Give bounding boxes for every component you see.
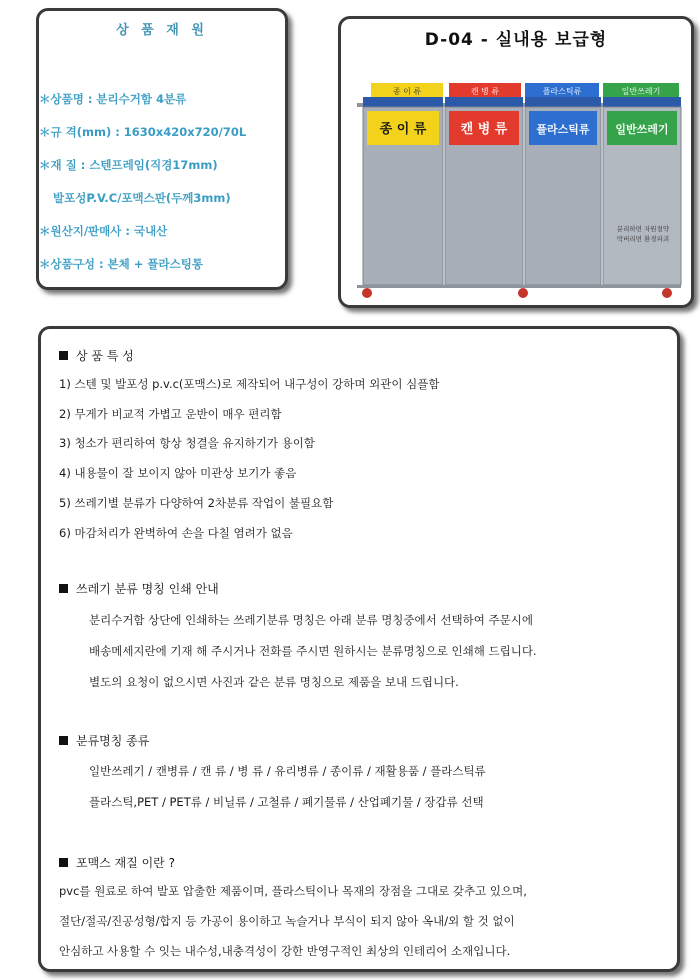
- opening-2: [445, 97, 523, 107]
- recycling-bin-illustration: [349, 55, 685, 303]
- feature-item-2: 2) 무게가 비교적 가볍고 운반이 매우 편리함: [59, 407, 282, 421]
- names-line-2: 플라스틱,PET / PET류 / 비닐류 / 고철류 / 폐기물류 / 산업폐기물 / 장갑류 선택: [89, 795, 484, 809]
- sticker-line-1: 분리하면 자원절약: [616, 225, 670, 233]
- printing-line-2: 배송메세지란에 기재 해 주시거나 전화를 주시면 원하시는 분류명칭으로 인쇄해 드립니다.: [89, 644, 537, 658]
- frame-bottom-rail: [357, 285, 681, 288]
- wheels: [362, 288, 672, 298]
- names-heading: 분류명칭 종류: [76, 734, 150, 748]
- wheel-2: [518, 288, 528, 298]
- formex-heading: 포맥스 재질 이란 ?: [76, 856, 175, 870]
- bullet-square-icon: [59, 858, 68, 867]
- wheel-3: [662, 288, 672, 298]
- opening-3: [525, 97, 601, 107]
- bin-label-cans: 캔 병 류: [460, 122, 508, 137]
- formex-line-2: 절단/절곡/진공성형/합지 등 가공이 용이하고 녹슬거나 부식이 되지 않아 옥내/외 할 것 없이: [59, 914, 515, 928]
- bullet-square-icon: [59, 736, 68, 745]
- features-panel: [38, 326, 680, 972]
- lid-label-general: 일반쓰레기: [621, 87, 661, 96]
- spec-origin: ＊원산지/판매사 : 국내산: [39, 224, 168, 238]
- spec-material-2: 발포성P.V.C/포맥스판(두께3mm): [53, 191, 231, 205]
- printing-heading-row: [59, 580, 219, 597]
- feature-item-3: 3) 청소가 편리하여 항상 청결을 유지하기가 용이함: [59, 436, 315, 450]
- lid-label-plastic: 플라스틱류: [542, 87, 582, 96]
- printing-heading: 쓰레기 분류 명칭 인쇄 안내: [76, 582, 219, 596]
- bin-label-paper: 종 이 류: [379, 122, 427, 137]
- bin-label-plastic: 플라스틱류: [536, 123, 590, 136]
- spec-dimensions: ＊규 격(mm) : 1630x420x720/70L: [39, 125, 247, 139]
- spec-title: 상 품 재 원: [116, 23, 208, 38]
- feature-item-6: 6) 마감처리가 완벽하여 손을 다칠 염려가 없음: [59, 526, 293, 540]
- opening-4: [603, 97, 681, 107]
- lid-label-cans: 캔 병 류: [470, 87, 500, 96]
- features-heading: 상 품 특 성: [76, 349, 134, 363]
- spec-composition: ＊상품구성 : 본체 + 플라스팅통: [39, 257, 203, 271]
- features-heading-row: [59, 347, 134, 364]
- spec-panel: [36, 8, 288, 290]
- bin-label-general: 일반쓰레기: [615, 123, 669, 136]
- opening-1: [363, 97, 443, 107]
- formex-line-3: 안심하고 사용할 수 잇는 내수성,내충격성이 강한 반영구적인 최상의 인테리어 소재입니다.: [59, 944, 511, 958]
- printing-line-1: 분리수거함 상단에 인쇄하는 쓰레기분류 명칭은 아래 분류 명칭중에서 선택하여 주문시에: [89, 613, 533, 627]
- spec-material: ＊재 질 : 스텐프레임(직경17mm): [39, 158, 218, 172]
- bullet-square-icon: [59, 351, 68, 360]
- feature-item-4: 4) 내용물이 잘 보이지 않아 미관상 보기가 좋음: [59, 466, 297, 480]
- formex-line-1: pvc를 원료로 하여 발포 압출한 제품이며, 플라스틱이나 목재의 장점을 그대로 갖추고 있으며,: [59, 884, 527, 898]
- lid-label-paper: 종 이 류: [392, 87, 422, 96]
- feature-item-1: 1) 스텐 및 발포성 p.v.c(포맥스)로 제작되어 내구성이 강하며 외관이 심플함: [59, 377, 440, 391]
- feature-item-5: 5) 쓰레기별 분류가 다양하여 2차분류 작업이 불필요함: [59, 496, 334, 510]
- names-heading-row: [59, 732, 149, 749]
- names-line-1: 일반쓰레기 / 캔병류 / 캔 류 / 병 류 / 유리병류 / 종이류 / 재활용품 / 플라스틱류: [89, 764, 486, 778]
- bullet-square-icon: [59, 584, 68, 593]
- sticker-line-2: 막버리면 환경파괴: [616, 235, 670, 243]
- formex-heading-row: [59, 854, 175, 871]
- printing-line-3: 별도의 요청이 없으시면 사진과 같은 분류 명칭으로 제품을 보내 드립니다.: [89, 675, 459, 689]
- product-model-title: D-04 - 실내용 보급형: [424, 30, 608, 50]
- wheel-1: [362, 288, 372, 298]
- lid-row: [371, 83, 679, 97]
- product-photo-panel: [338, 16, 694, 308]
- spec-product-name: ＊상품명 : 분리수거함 4분류: [39, 92, 187, 106]
